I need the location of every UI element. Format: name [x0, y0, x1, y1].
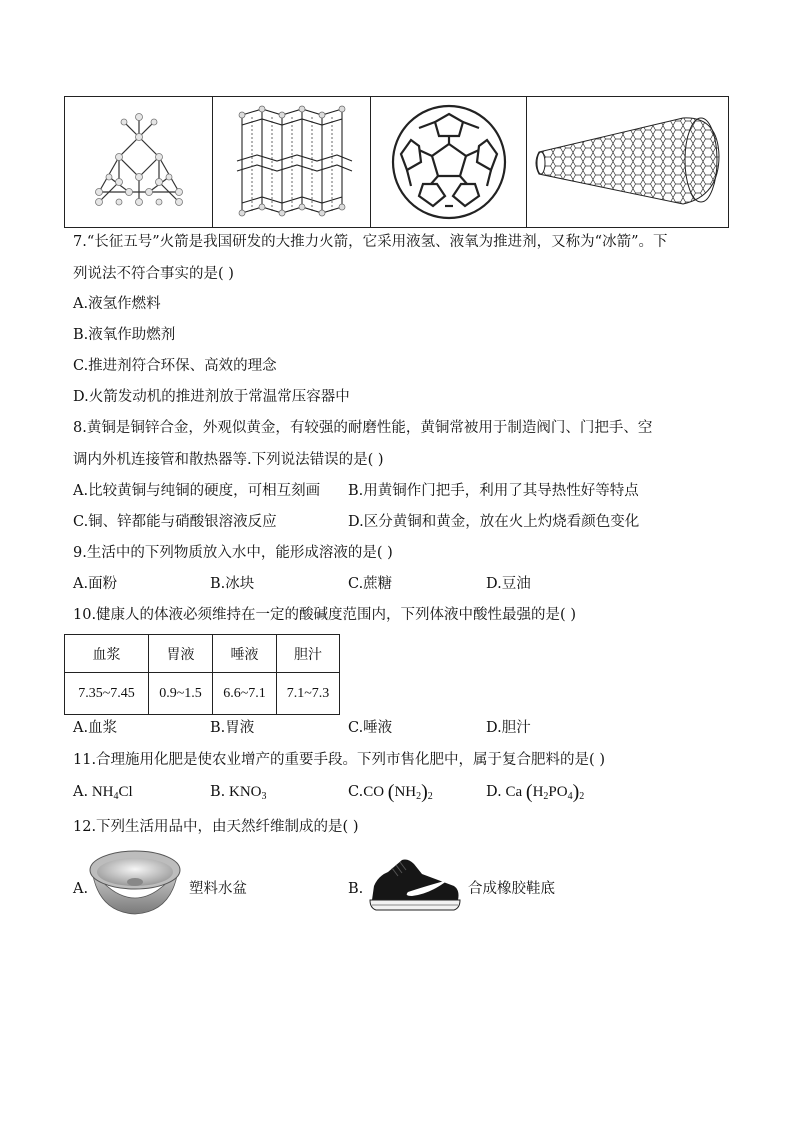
formula-subscript: 3	[261, 791, 267, 802]
formula-part: H	[532, 784, 544, 800]
formula-subscript: 4	[113, 791, 119, 802]
c60-fullerene-icon	[387, 100, 511, 224]
q12-option-b	[368, 856, 462, 918]
q9-option-c: C.蔗糖	[348, 576, 393, 592]
q12-a-label: 塑料水盆	[189, 881, 247, 897]
q7-option-d: D.火箭发动机的推进剂放于常温常压容器中	[73, 389, 350, 405]
q10-stem: 10.健康人的体液必须维持在一定的酸碱度范围内，下列体液中酸性最强的是( )	[73, 607, 576, 623]
formula-part: KNO	[229, 784, 262, 800]
plastic-basin-icon	[86, 846, 184, 916]
formula-subscript: 2	[416, 791, 422, 802]
q9-stem: 9.生活中的下列物质放入水中，能形成溶液的是( )	[73, 545, 393, 561]
q11-a-formula	[88, 784, 133, 800]
q12-option-a	[86, 846, 184, 920]
q11-d-letter: D.	[486, 784, 502, 800]
q9-option-a: A.面粉	[73, 576, 118, 592]
formula-part: PO	[548, 784, 568, 800]
q11-b-formula	[225, 784, 266, 800]
q7-option-a: A.液氢作燃料	[73, 296, 161, 312]
q7-stem-line1: 7.“长征五号”火箭是我国研发的大推力火箭，它采用液氢、液氧为推进剂，又称为“冰箭”。下	[73, 234, 668, 250]
q11-option-a	[73, 782, 133, 807]
sneaker-icon	[368, 856, 462, 914]
formula-part: NH	[91, 784, 114, 800]
formula-subscript: 2	[579, 791, 585, 802]
q7-option-c: C.推进剂符合环保、高效的理念	[73, 358, 277, 374]
formula-paren: (	[387, 781, 395, 803]
q11-c-letter: C.	[348, 784, 364, 800]
q11-d-formula	[502, 781, 585, 803]
ph-header-cell: 血浆	[65, 635, 149, 673]
q11-option-c	[348, 782, 433, 807]
ph-table	[64, 634, 340, 715]
q10-option-a: A.血浆	[73, 720, 118, 736]
q8-stem-line2: 调内外机连接管和散热器等.下列说法错误的是( )	[73, 452, 384, 468]
formula-subscript: 2	[427, 791, 433, 802]
diamond-structure-icon	[79, 107, 199, 217]
q8-option-d: D.区分黄铜和黄金，放在火上灼烧看颜色变化	[348, 514, 640, 530]
ph-header-cell: 唾液	[213, 635, 277, 673]
q11-option-b	[210, 782, 267, 807]
q7-option-b: B.液氧作助燃剂	[73, 327, 176, 343]
formula-paren: (	[525, 781, 533, 803]
graphite-structure-icon	[227, 103, 357, 221]
q12-b-letter: B.	[348, 881, 364, 897]
q12-b-label: 合成橡胶鞋底	[468, 881, 555, 897]
ph-header-cell: 胃液	[149, 635, 213, 673]
q8-option-b: B.用黄铜作门把手，利用了其导热性好等特点	[348, 483, 639, 499]
q11-b-letter: B.	[210, 784, 226, 800]
formula-part: NH	[394, 784, 417, 800]
q9-option-b: B.冰块	[210, 576, 255, 592]
q11-option-d	[486, 782, 584, 807]
ph-header-cell: 胆汁	[277, 635, 340, 673]
formula-part: CO	[363, 784, 385, 800]
q8-stem-line1: 8.黄铜是铜锌合金，外观似黄金，有较强的耐磨性能，黄铜常被用于制造阀门、门把手、空	[73, 420, 653, 436]
ph-value-cell: 0.9~1.5	[149, 673, 213, 715]
carbon-nanotube-icon	[533, 112, 723, 212]
q8-option-a: A.比较黄铜与纯铜的硬度，可相互刻画	[73, 483, 321, 499]
nanotube-cell	[527, 97, 729, 228]
q9-option-d: D.豆油	[486, 576, 531, 592]
q10-option-c: C.唾液	[348, 720, 393, 736]
carbon-structures-table	[64, 96, 729, 228]
diamond-cell	[65, 97, 213, 228]
q8-option-c: C.铜、锌都能与硝酸银溶液反应	[73, 514, 277, 530]
q12-a-letter: A.	[73, 881, 89, 897]
q11-c-formula	[363, 781, 433, 803]
q10-option-d: D.胆汁	[486, 720, 531, 736]
ph-value-cell: 7.1~7.3	[277, 673, 340, 715]
formula-part: Cl	[118, 784, 133, 800]
q7-stem-line2: 列说法不符合事实的是( )	[73, 266, 234, 282]
formula-part: Ca	[505, 784, 523, 800]
graphite-cell	[213, 97, 371, 228]
q11-a-letter: A.	[73, 784, 89, 800]
q11-stem: 11.合理施用化肥是使农业增产的重要手段。下列市售化肥中，属于复合肥料的是( )	[73, 752, 605, 768]
formula-paren: )	[421, 781, 428, 803]
q10-option-b: B.胃液	[210, 720, 255, 736]
q12-stem: 12.下列生活用品中，由天然纤维制成的是( )	[73, 819, 359, 835]
formula-paren: )	[572, 781, 580, 803]
formula-subscript: 2	[543, 791, 549, 802]
formula-subscript: 4	[567, 791, 573, 802]
c60-cell	[371, 97, 527, 228]
ph-value-cell: 7.35~7.45	[65, 673, 149, 715]
ph-value-cell: 6.6~7.1	[213, 673, 277, 715]
